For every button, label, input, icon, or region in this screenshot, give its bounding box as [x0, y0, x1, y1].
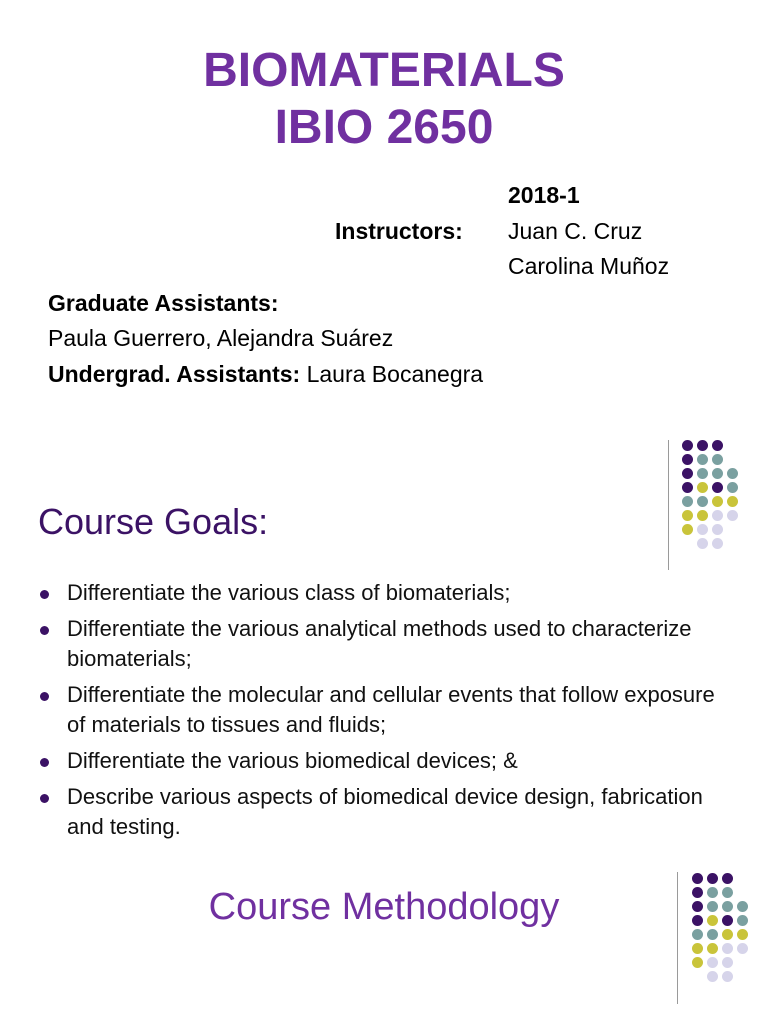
decorative-dot [697, 510, 708, 521]
list-item [38, 782, 738, 842]
list-item-text: Differentiate the various class of biomaterials; [67, 580, 511, 605]
decorative-dot [722, 929, 733, 940]
bullet-icon [40, 692, 49, 701]
decorative-dot [712, 524, 723, 535]
decorative-dot [712, 454, 723, 465]
decorative-dot [712, 468, 723, 479]
instructor-name: Juan C. Cruz [508, 218, 643, 244]
decorative-dot [712, 538, 723, 549]
decorative-dot [737, 943, 748, 954]
semester: 2018-1 [508, 182, 580, 208]
decorative-dot [697, 440, 708, 451]
decorative-dot [697, 454, 708, 465]
decorative-dot [682, 482, 693, 493]
decorative-dot [727, 496, 738, 507]
decorative-dot [697, 538, 708, 549]
decorative-dot [692, 873, 703, 884]
list-item-text: Differentiate the various biomedical devices; & [67, 748, 518, 773]
undergrad-assistants-label: Undergrad. Assistants: [48, 361, 301, 387]
undergrad-assistants-names: Laura Bocanegra [306, 361, 484, 387]
decorative-dot [682, 524, 693, 535]
decorative-dot [712, 440, 723, 451]
decorative-dot [707, 957, 718, 968]
decorative-dot [697, 468, 708, 479]
list-item [38, 680, 738, 740]
decorative-dot [682, 510, 693, 521]
decorative-dot [692, 943, 703, 954]
bullet-icon [40, 794, 49, 803]
decorative-dot [722, 943, 733, 954]
decorative-dot [712, 482, 723, 493]
instructor-name: Carolina Muñoz [508, 253, 670, 279]
bullet-icon [40, 590, 49, 599]
decorative-dot [712, 496, 723, 507]
methodology-heading: Course Methodology [208, 886, 560, 928]
bullet-icon [40, 758, 49, 767]
grad-assistants-label: Graduate Assistants: [48, 290, 279, 316]
decorative-dot [722, 957, 733, 968]
course-title: BIOMATERIALS [203, 44, 565, 97]
goals-heading: Course Goals: [38, 501, 269, 542]
decorative-dot [707, 943, 718, 954]
instructors-label: Instructors: [335, 218, 463, 244]
decorative-dot [692, 957, 703, 968]
decorative-dot-grid-icon [682, 440, 744, 552]
decorative-dot [737, 929, 748, 940]
grad-assistants-names: Paula Guerrero, Alejandra Suárez [48, 325, 394, 351]
decorative-dot [697, 482, 708, 493]
list-item-text: Describe various aspects of biomedical device design, fabrication and testing. [67, 784, 703, 839]
decorative-dot [707, 971, 718, 982]
decorative-dot [712, 510, 723, 521]
decorative-dot [727, 510, 738, 521]
list-item-text: Differentiate the various analytical methods used to characterize biomaterials; [67, 616, 692, 671]
list-item-text: Differentiate the molecular and cellular events that follow exposure of materials to tissues and fluids; [67, 682, 715, 737]
bullet-icon [40, 626, 49, 635]
decorative-dot [682, 468, 693, 479]
decorative-dot [682, 496, 693, 507]
decorative-dot [682, 440, 693, 451]
decorative-dot [727, 482, 738, 493]
course-code: IBIO 2650 [274, 101, 494, 154]
list-item [38, 578, 738, 608]
decorative-dot [722, 971, 733, 982]
list-item [38, 746, 738, 776]
decorative-dot [682, 454, 693, 465]
decorative-dot [697, 496, 708, 507]
goals-list [38, 578, 738, 848]
undergrad-assistants-line [48, 359, 483, 389]
decorative-dot [722, 873, 733, 884]
divider-line [668, 440, 669, 570]
decorative-dot [707, 929, 718, 940]
decorative-dot [707, 873, 718, 884]
decorative-dot [697, 524, 708, 535]
decorative-dot [727, 468, 738, 479]
list-item [38, 614, 738, 674]
decorative-dot [692, 929, 703, 940]
